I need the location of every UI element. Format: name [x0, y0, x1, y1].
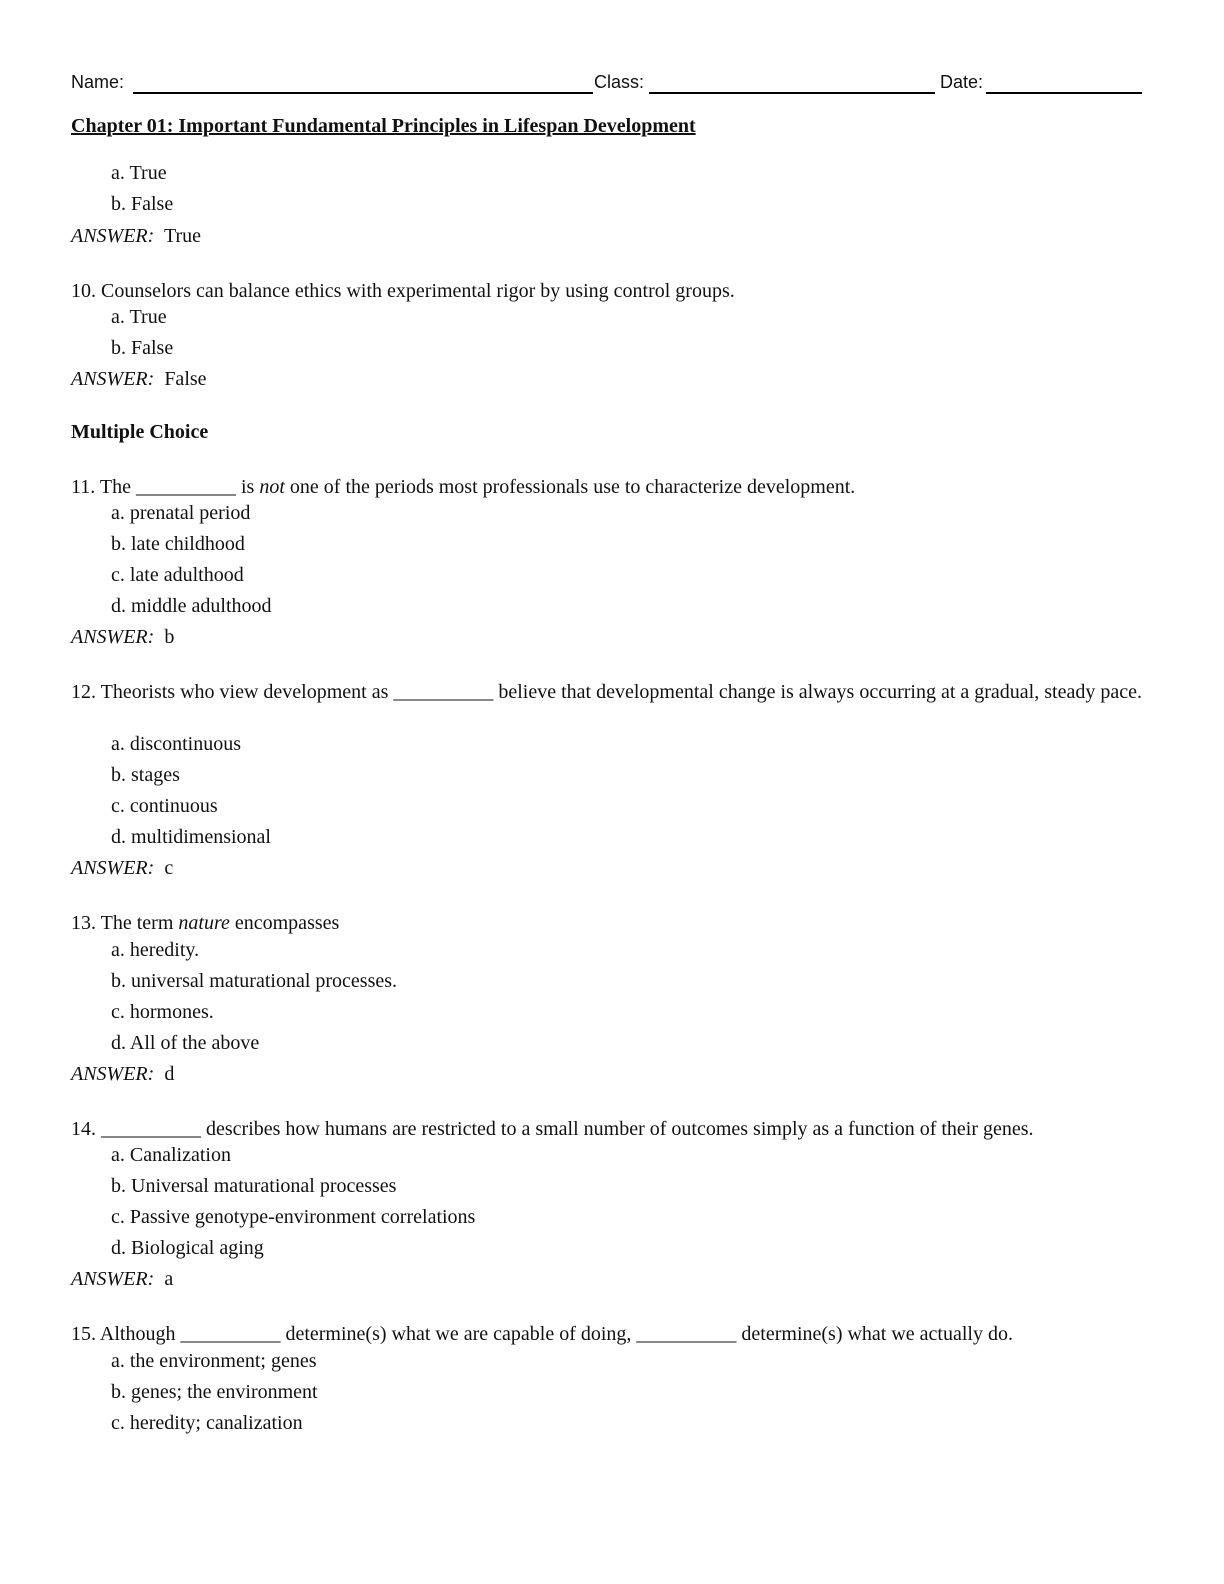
- question-emphasis: not: [259, 476, 285, 498]
- option-b: b. universal maturational processes.: [111, 970, 398, 992]
- option-a: a. prenatal period: [111, 502, 251, 524]
- answer-line: [71, 368, 207, 391]
- question-text: 11. The __________ is: [71, 476, 260, 498]
- answer-line: [71, 857, 173, 880]
- answer-value: d: [164, 1063, 175, 1085]
- option-c: c. Passive genotype-environment correlations: [111, 1206, 476, 1228]
- answer-value: False: [164, 368, 207, 390]
- option-d: d. Biological aging: [111, 1237, 264, 1259]
- chapter-title: Chapter 01: Important Fundamental Principles in Lifespan Development: [71, 115, 696, 137]
- answer-line: [71, 225, 201, 248]
- question-11: [71, 474, 1146, 500]
- answer-label: ANSWER:: [71, 1268, 155, 1290]
- worksheet-header: [71, 70, 1143, 98]
- question-emphasis: nature: [178, 912, 230, 934]
- question-text: encompasses: [229, 912, 340, 934]
- question-12: 12. Theorists who view development as __________ believe that developmental change is always occurring at a gradual, steady pace.: [71, 681, 1142, 703]
- option-b: b. late childhood: [111, 533, 245, 555]
- option-c: c. heredity; canalization: [111, 1412, 303, 1434]
- option-a: a. True: [111, 162, 167, 184]
- option-a: a. the environment; genes: [111, 1350, 317, 1372]
- option-b: b. genes; the environment: [111, 1381, 318, 1403]
- question-10: 10. Counselors can balance ethics with experimental rigor by using control groups.: [71, 280, 735, 302]
- date-blank-line[interactable]: [986, 92, 1142, 94]
- question-text: one of the periods most professionals use to characterize development.: [284, 476, 856, 498]
- answer-value: c: [164, 857, 174, 879]
- question-15: 15. Although __________ determine(s) what we are capable of doing, __________ determine(s) what we actually do.: [71, 1323, 1013, 1345]
- option-a: a. heredity.: [111, 939, 200, 961]
- class-label: Class:: [594, 72, 645, 92]
- option-c: c. hormones.: [111, 1001, 214, 1023]
- answer-label: ANSWER:: [71, 225, 155, 247]
- option-d: d. middle adulthood: [111, 595, 272, 617]
- question-14: 14. __________ describes how humans are restricted to a small number of outcomes simply as a function of their genes.: [71, 1118, 1034, 1140]
- option-c: c. late adulthood: [111, 564, 244, 586]
- question-13: [71, 910, 1146, 936]
- class-blank-line[interactable]: [649, 92, 935, 94]
- answer-value: True: [163, 225, 202, 247]
- name-label: Name:: [71, 72, 125, 92]
- option-d: d. All of the above: [111, 1032, 260, 1054]
- answer-line: [71, 1268, 173, 1291]
- option-a: a. discontinuous: [111, 733, 241, 755]
- option-b: b. stages: [111, 764, 180, 786]
- answer-label: ANSWER:: [71, 1063, 155, 1085]
- section-heading-multiple-choice: Multiple Choice: [71, 421, 209, 443]
- option-d: d. multidimensional: [111, 826, 271, 848]
- answer-line: [71, 1063, 174, 1086]
- answer-label: ANSWER:: [71, 857, 155, 879]
- answer-value: b: [164, 626, 175, 648]
- option-a: a. True: [111, 306, 167, 328]
- date-label: Date:: [940, 72, 984, 92]
- answer-label: ANSWER:: [71, 368, 155, 390]
- answer-line: [71, 626, 174, 649]
- option-b: b. False: [111, 193, 174, 215]
- answer-value: a: [164, 1268, 174, 1290]
- option-b: b. False: [111, 337, 174, 359]
- answer-label: ANSWER:: [71, 626, 155, 648]
- question-text: 13. The term: [71, 912, 179, 934]
- option-a: a. Canalization: [111, 1144, 231, 1166]
- option-c: c. continuous: [111, 795, 218, 817]
- name-blank-line[interactable]: [133, 92, 593, 94]
- option-b: b. Universal maturational processes: [111, 1175, 397, 1197]
